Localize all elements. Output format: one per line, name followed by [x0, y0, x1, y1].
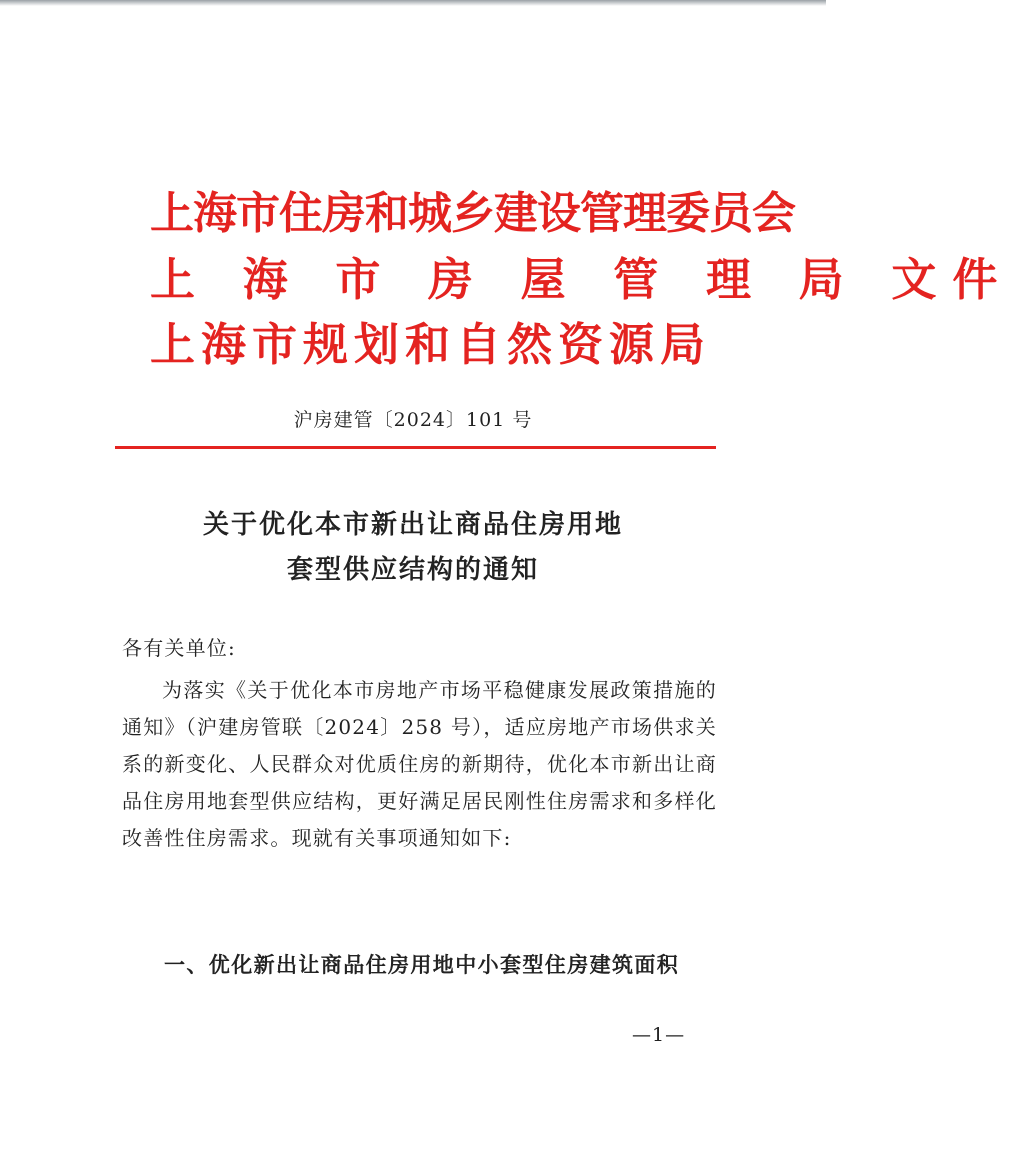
document-number: 沪房建管〔2024〕101 号	[293, 409, 533, 431]
issuer-line-1: 上海市住房和城乡建设管理委员会	[150, 188, 795, 239]
red-separator-line	[115, 446, 716, 449]
salutation: 各有关单位:	[122, 636, 236, 660]
section-1-heading: 一、优化新出让商品住房用地中小套型住房建筑面积	[164, 953, 680, 977]
issuer-line-3: 上海市规划和自然资源局	[150, 318, 712, 371]
document-title-line-2: 套型供应结构的通知	[286, 555, 539, 585]
scan-edge-shadow	[0, 0, 826, 6]
issuer-line-2: 上 海 市 房 屋 管 理 局 文件	[150, 253, 1013, 306]
document-title-line-1: 关于优化本市新出让商品住房用地	[202, 510, 623, 540]
page-number: —1—	[632, 1024, 686, 1046]
body-paragraph-1: 为落实《关于优化本市房地产市场平稳健康发展政策措施的通知》（沪建房管联〔2024〕258 号），适应房地产市场供求关系的新变化、人民群众对优质住房的新期待，优化本市新出让商品住房用地套型供应结构，更好满足居民刚性住房需求和多样化改善性住房需求。现就有关事项通知如下:	[122, 678, 717, 850]
